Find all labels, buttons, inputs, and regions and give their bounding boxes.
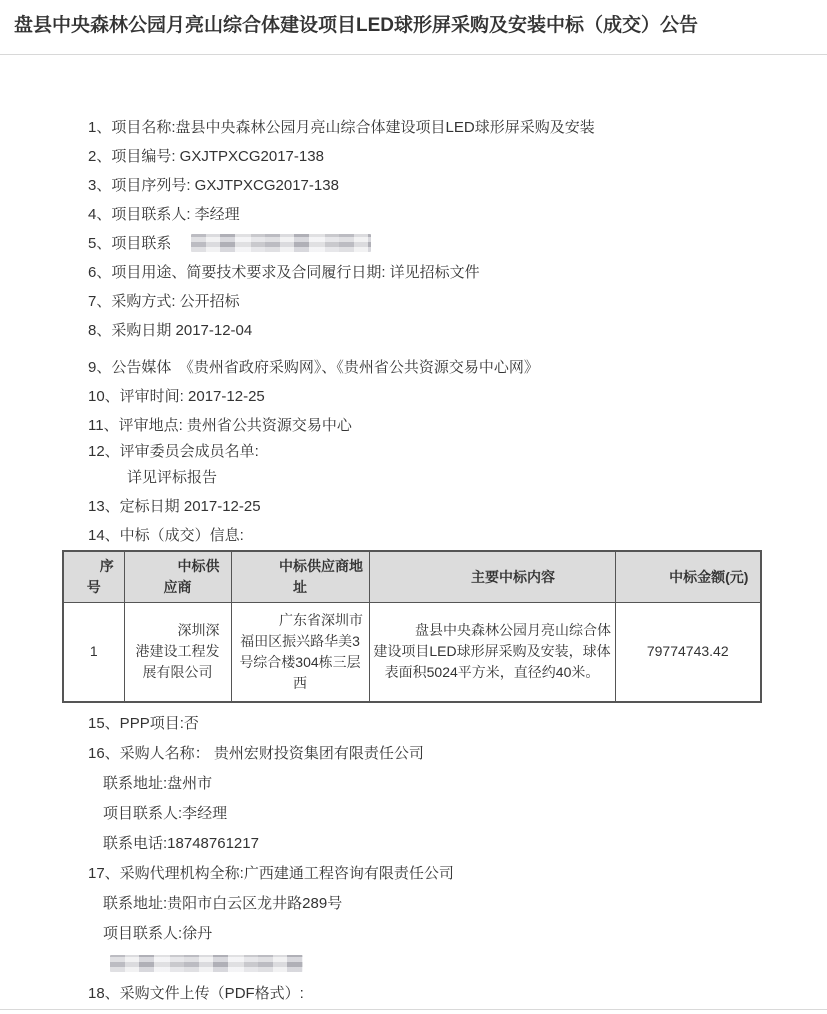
- redacted-agency-phone-blur: [110, 955, 303, 972]
- table-header-row: [63, 551, 761, 603]
- item-project-contact: 4、项目联系人: 李经理: [88, 206, 240, 223]
- agency-phone-redacted: [103, 949, 827, 979]
- item-review-place: 11、评审地点: 贵州省公共资源交易中心: [88, 417, 352, 434]
- redacted-phone-blur: [191, 234, 371, 252]
- title-divider: [0, 54, 827, 55]
- table-row: [63, 603, 761, 702]
- announcement-items-bottom: [88, 709, 827, 1009]
- item-project-serial: 3、项目序列号: GXJTPXCG2017-138: [88, 177, 339, 194]
- item-procurement-date: 8、采购日期 2017-12-04: [88, 322, 253, 339]
- purchaser-address: 联系地址:盘州市: [103, 774, 213, 792]
- item-project-number: 2、项目编号: GXJTPXCG2017-138: [88, 148, 324, 165]
- agency-address: 联系地址:贵阳市白云区龙井路289号: [103, 894, 343, 912]
- item-ppp: 15、PPP项目:否: [88, 714, 199, 732]
- item-project-phone: [88, 229, 827, 258]
- item-procurement-method: 7、采购方式: 公开招标: [88, 293, 240, 310]
- item-agency-name: 17、采购代理机构全称:广西建通工程咨询有限责任公司: [88, 864, 454, 882]
- bottom-divider: [0, 1009, 827, 1010]
- item-project-phone-label: 5、项目联系: [88, 235, 172, 252]
- col-header-supplier: 中标供应商: [124, 551, 231, 603]
- item-award-info-label: 14、中标（成交）信息:: [88, 527, 244, 544]
- col-header-address: 中标供应商地址: [231, 551, 369, 603]
- cell-seq: 1: [63, 603, 124, 702]
- page-title: 盘县中央森林公园月亮山综合体建设项目LED球形屏采购及安装中标（成交）公告: [14, 15, 699, 36]
- cell-address: 广东省深圳市福田区振兴路华美3号综合楼304栋三层西: [231, 603, 369, 702]
- purchaser-phone: 联系电话:18748761217: [103, 834, 259, 852]
- announcement-page: [0, 13, 827, 1014]
- item-announcement-media: 9、公告媒体 《贵州省政府采购网》、《贵州省公共资源交易中心网》: [88, 359, 539, 376]
- item-project-usage: 6、项目用途、简要技术要求及合同履行日期: 详见招标文件: [88, 264, 480, 281]
- col-header-seq: 序号: [63, 551, 124, 603]
- col-header-content: 主要中标内容: [369, 551, 615, 603]
- cell-supplier: 深圳深港建设工程发展有限公司: [124, 603, 231, 702]
- cell-content: 盘县中央森林公园月亮山综合体建设项目LED球形屏采购及安装，球体表面积5024平方米，直径约40米。: [369, 603, 615, 702]
- item-award-date: 13、定标日期 2017-12-25: [88, 498, 261, 515]
- agency-contact: 项目联系人:徐丹: [103, 924, 213, 942]
- purchaser-contact: 项目联系人:李经理: [103, 804, 228, 822]
- item-review-committee-note: 详见评标报告: [127, 469, 218, 486]
- col-header-amount: 中标金额(元): [615, 551, 761, 603]
- item-review-time: 10、评审时间: 2017-12-25: [88, 388, 265, 405]
- cell-amount: 79774743.42: [615, 603, 761, 702]
- award-info-table: [62, 550, 762, 703]
- announcement-items-top: [88, 113, 827, 550]
- item-review-committee: 12、评审委员会成员名单:: [88, 443, 259, 460]
- item-project-name: 1、项目名称:盘县中央森林公园月亮山综合体建设项目LED球形屏采购及安装: [88, 119, 595, 136]
- item-purchaser-name: 16、采购人名称： 贵州宏财投资集团有限责任公司: [88, 744, 424, 762]
- item-pdf-upload: 18、采购文件上传（PDF格式）:: [88, 984, 304, 1002]
